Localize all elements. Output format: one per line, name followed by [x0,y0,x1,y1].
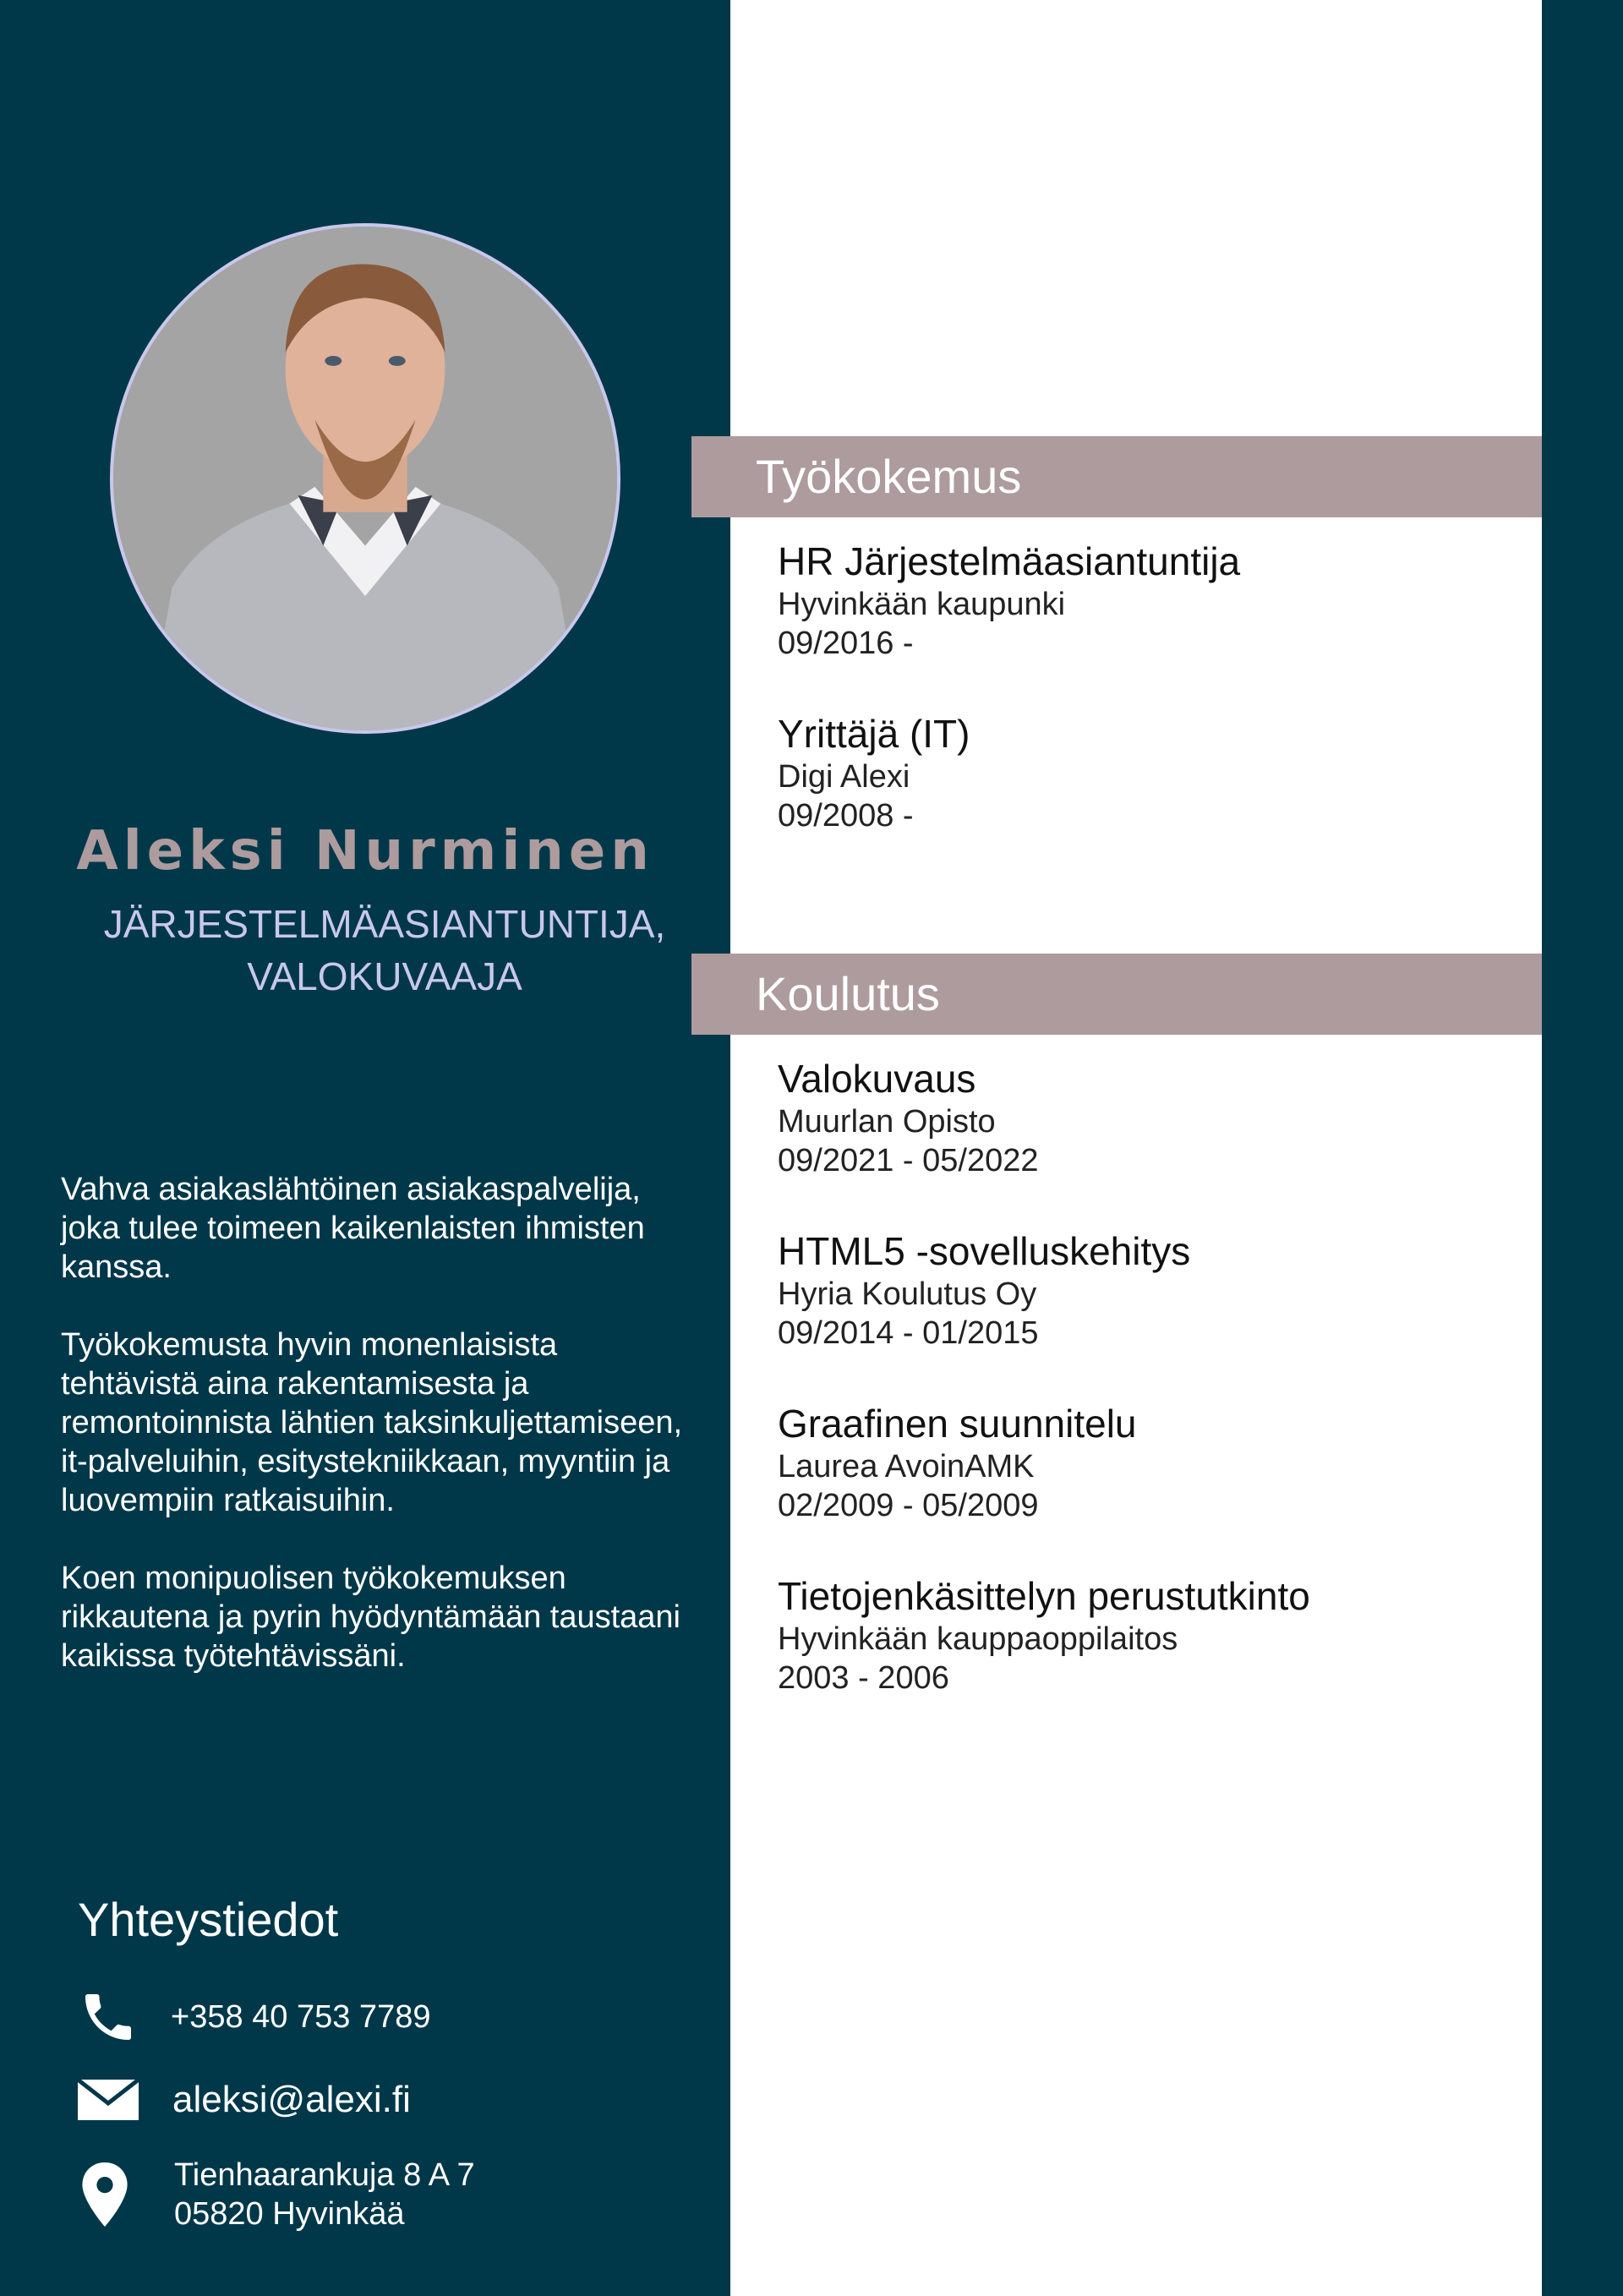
contact-heading: Yhteystiedot [78,1893,339,1946]
work-item-date: 09/2016 - [778,626,914,661]
education-item-title: HTML5 -sovelluskehitys [778,1229,1191,1273]
education-item-title: Valokuvaus [778,1057,976,1101]
address [174,2156,475,2233]
person-title-line1: JÄRJESTELMÄASIANTUNTIJA, [103,902,666,946]
person-title [34,898,735,1003]
bio-paragraph: Vahva asiakaslähtöinen asiakaspalvelija, joka tulee toimeen kaikenlaisten ihmisten kanssa. [61,1172,645,1285]
education-item-title: Graafinen suunnitelu [778,1402,1137,1446]
education-item-org: Hyvinkään kauppaoppilaitos [778,1621,1178,1657]
phone-number[interactable]: +358 40 753 7789 [171,1999,431,2035]
bio [61,1170,686,1714]
education-item [778,1400,1522,1525]
location-icon [78,2162,154,2227]
person-title-line2: VALOKUVAAJA [247,954,522,998]
education-item-org: Laurea AvoinAMK [778,1449,1035,1484]
bio-paragraph: Työkokemusta hyvin monenlaisista tehtävistä aina rakentamisesta ja remontoinnista lähtien taksinkuljettamiseen, it-palveluihin, esitystekniikkaan, myyntiin ja luovempiin ratkaisuihin. [61,1327,683,1518]
education-item-date: 09/2021 - 05/2022 [778,1143,1039,1178]
bio-paragraph: Koen monipuolisen työkokemuksen rikkautena ja pyrin hyödyntämään taustaani kaikissa työtehtävissäni. [61,1561,681,1674]
education-item [778,1055,1522,1180]
work-list [778,538,1522,883]
education-item-org: Hyria Koulutus Oy [778,1276,1037,1312]
education-item-title: Tietojenkäsittelyn perustutkinto [778,1574,1310,1618]
work-item-date: 09/2008 - [778,798,914,834]
mail-icon [78,2080,154,2120]
contact-address [78,2156,475,2233]
person-name: Aleksi Nurminen [76,820,654,883]
email-address[interactable]: aleksi@alexi.fi [172,2079,411,2120]
education-section-heading: Koulutus [691,954,1542,1035]
work-section-heading: Työkokemus [691,436,1542,517]
work-item-org: Hyvinkään kaupunki [778,587,1066,622]
education-item-date: 09/2014 - 01/2015 [778,1315,1039,1351]
education-item [778,1572,1522,1697]
phone-icon [78,1987,154,2047]
work-item-title: HR Järjestelmäasiantuntija [778,539,1241,583]
contact-email [78,2080,411,2120]
education-item-date: 02/2009 - 05/2009 [778,1488,1039,1523]
education-item-date: 2003 - 2006 [778,1660,949,1696]
education-list [778,1055,1522,1745]
contact-phone [78,1987,430,2047]
address-line2: 05820 Hyvinkää [174,2196,405,2232]
work-item-org: Digi Alexi [778,759,910,795]
work-item [778,710,1522,835]
profile-photo [110,223,620,734]
education-item-org: Muurlan Opisto [778,1104,996,1140]
education-item [778,1227,1522,1353]
right-strip [1542,0,1623,2296]
address-line1: Tienhaarankuja 8 A 7 [174,2157,475,2193]
work-item [778,538,1522,663]
work-item-title: Yrittäjä (IT) [778,712,970,756]
